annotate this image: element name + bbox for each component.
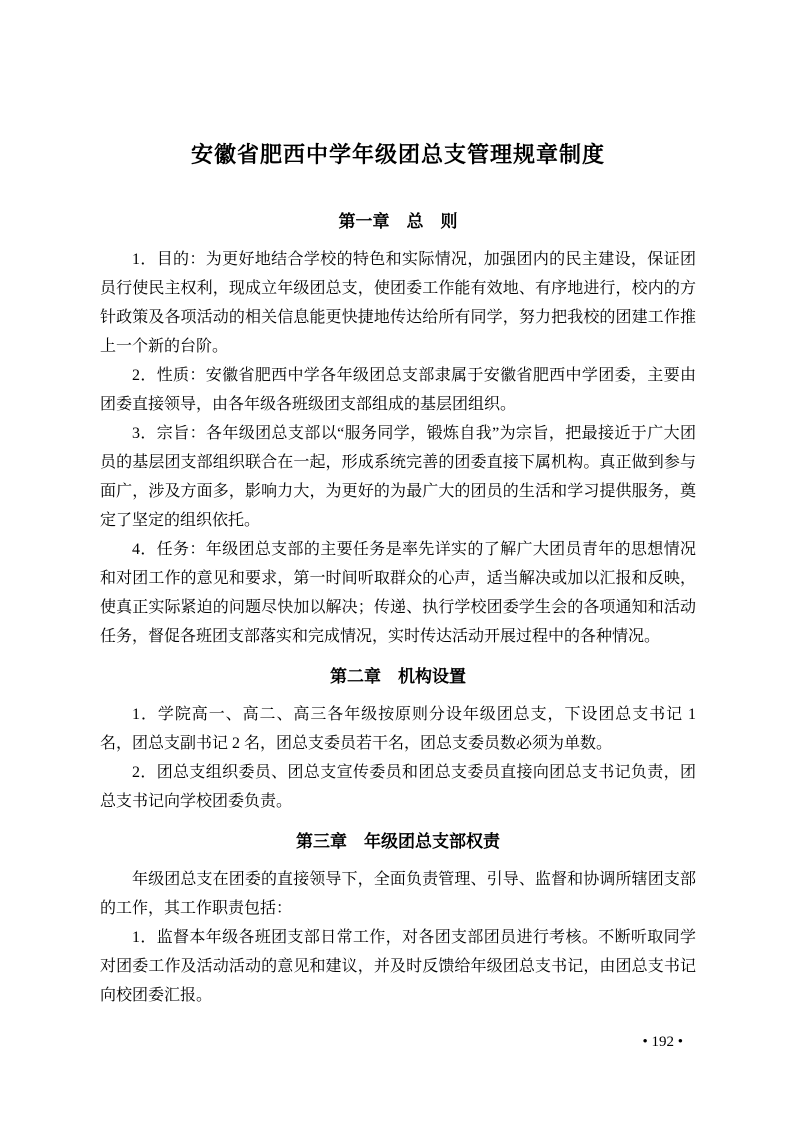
chapter-1-paragraph-4: 4．任务：年级团总支部的主要任务是率先详实的了解广大团员青年的思想情况和对团工作的意见和要求，第一时间听取群众的心声，适当解决或加以汇报和反映，使真正实际紧迫的问题尽快加以解决；传递、执行学校团委学生会的各项通知和活动任务，督促各班团支部落实和完成情况，实时传达活动开展过程中的各种情况。 [100, 541, 696, 645]
chapter-1-paragraph-3: 3．宗旨：各年级团总支部以“服务同学，锻炼自我”为宗旨，把最接近于广大团员的基层团支部组织联合在一起，形成系统完善的团委直接下属机构。真正做到参与面广，涉及方面多，影响力大，为更好的为最广大的团员的生活和学习提供服务，奠定了坚定的组织依托。 [100, 425, 696, 529]
document-title: 安徽省肥西中学年级团总支管理规章制度 [190, 142, 605, 167]
chapter-3-paragraph-1: 年级团总支在团委的直接领导下，全面负责管理、引导、监督和协调所辖团支部的工作，其工作职责包括： [100, 871, 696, 917]
chapter-1-paragraph-1: 1．目的：为更好地结合学校的特色和实际情况，加强团内的民主建设，保证团员行使民主权利，现成立年级团总支，使团委工作能有效地、有序地进行，校内的方针政策及各项活动的相关信息能更快捷地传达给所有同学，努力把我校的团建工作推上一个新的台阶。 [100, 251, 696, 355]
chapter-2-paragraph-2: 2．团总支组织委员、团总支宣传委员和团总支委员直接向团总支书记负责，团总支书记向学校团委负责。 [100, 764, 696, 810]
chapter-3-paragraph-2: 1．监督本年级各班团支部日常工作，对各团支部团员进行考核。不断听取同学对团委工作及活动活动的意见和建议，并及时反馈给年级团总支书记，由团总支书记向校团委汇报。 [100, 929, 696, 1004]
chapter-1-heading: 第一章 总 则 [338, 212, 458, 231]
chapter-1-paragraph-2: 2．性质：安徽省肥西中学各年级团总支部隶属于安徽省肥西中学团委，主要由团委直接领导，由各年级各班级团支部组成的基层团组织。 [100, 367, 696, 413]
page-number: • 192 • [642, 1034, 683, 1050]
chapter-2-paragraph-1: 1．学院高一、高二、高三各年级按原则分设年级团总支，下设团总支书记 1 名，团总支副书记 2 名，团总支委员若干名，团总支委员数必须为单数。 [100, 706, 696, 752]
chapter-2-heading: 第二章 机构设置 [330, 667, 466, 686]
chapter-3-heading: 第三章 年级团总支部权责 [296, 832, 500, 851]
